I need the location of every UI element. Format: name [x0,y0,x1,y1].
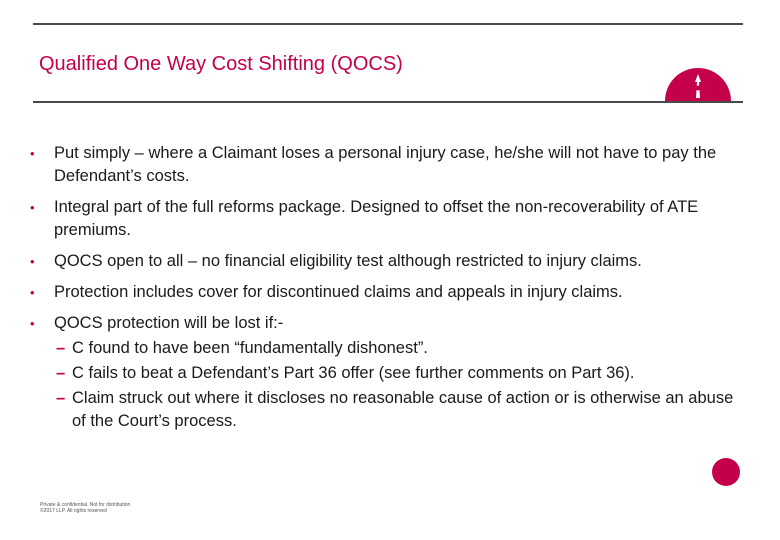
brand-logo-icon [665,68,731,101]
bullet-text: QOCS protection will be lost if:- [54,314,284,332]
bullet-glyph: • [30,285,35,300]
bullet-glyph: • [30,200,35,215]
bullet-glyph: • [30,146,35,161]
bullet-text: Protection includes cover for discontinued claims and appeals in injury claims. [54,283,623,301]
sub-bullet-text: C found to have been “fundamentally dishonest”. [72,339,428,357]
footer-line: Private & confidential. Not for distribution [40,502,131,508]
slide-body [28,142,748,435]
slide-title: Qualified One Way Cost Shifting (QOCS) [39,53,403,75]
sub-bullet-text: Claim struck out where it discloses no reasonable cause of action or is otherwise an abuse of the Court’s process. [72,389,734,430]
bullet-item [28,250,748,273]
bullet-glyph: • [30,316,35,331]
sub-bullet-item [28,387,748,433]
bullet-item [28,281,748,304]
sub-bullet-glyph: – [56,339,66,357]
title-rule [33,101,743,103]
bullet-text: Integral part of the full reforms package. Designed to offset the non-recoverability of ATE premiums. [54,198,699,239]
bullet-item [28,142,748,188]
bullet-item [28,196,748,242]
corner-brand-mark-icon [712,458,740,486]
sub-bullet-item [28,337,748,360]
bullet-item [28,312,748,335]
bullet-text: QOCS open to all – no financial eligibility test although restricted to injury claims. [54,252,642,270]
sub-bullet-item [28,362,748,385]
bullet-glyph: • [30,254,35,269]
footer-line: ©2017 LLP. All rights reserved [40,508,107,514]
footer-disclaimer [40,502,130,514]
top-rule [33,23,743,25]
sub-bullet-glyph: – [56,364,66,382]
sub-bullet-text: C fails to beat a Defendant’s Part 36 offer (see further comments on Part 36). [72,364,635,382]
sub-bullet-glyph: – [56,389,66,407]
bullet-text: Put simply – where a Claimant loses a personal injury case, he/she will not have to pay the Defendant’s costs. [54,144,717,185]
